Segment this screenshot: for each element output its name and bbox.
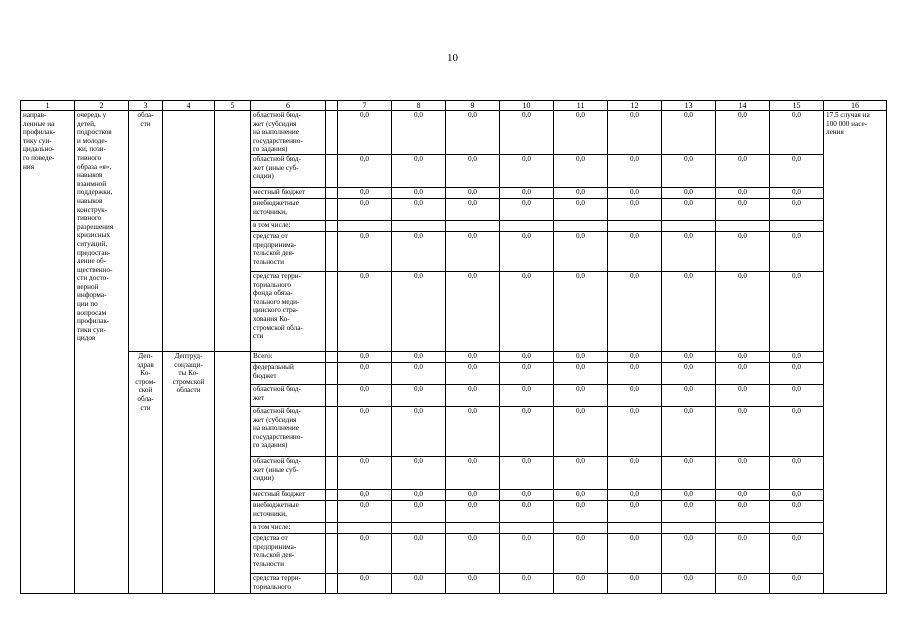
value-cell: 0,0	[770, 232, 824, 272]
value-cell	[770, 221, 824, 232]
value-cell: 0,0	[608, 155, 662, 188]
funding-source-cell: в том числе:	[251, 523, 326, 534]
value-cell: 0,0	[662, 457, 716, 490]
funding-source-cell: внебюджетные источники,	[251, 199, 326, 221]
value-cell: 0,0	[770, 407, 824, 457]
value-cell: 0,0	[770, 188, 824, 199]
value-cell: 0,0	[446, 199, 500, 221]
value-cell: 0,0	[770, 574, 824, 594]
value-cell: 0,0	[338, 457, 392, 490]
header-cell: 6	[251, 101, 326, 111]
value-cell: 0,0	[770, 457, 824, 490]
value-cell: 0,0	[500, 490, 554, 501]
value-cell: 0,0	[554, 352, 608, 363]
value-cell	[662, 221, 716, 232]
value-cell: 0,0	[662, 363, 716, 385]
value-cell: 0,0	[500, 385, 554, 407]
value-cell: 0,0	[392, 199, 446, 221]
value-cell: 0,0	[392, 232, 446, 272]
value-cell: 0,0	[770, 272, 824, 352]
value-cell: 0,0	[338, 352, 392, 363]
value-cell: 0,0	[500, 155, 554, 188]
executor-cell: Деп- здрав Ко- стром- ской обла- сти	[129, 352, 163, 594]
value-cell: 0,0	[662, 352, 716, 363]
value-cell: 0,0	[338, 490, 392, 501]
spacer-cell	[326, 232, 338, 272]
value-cell: 0,0	[500, 199, 554, 221]
value-cell: 0,0	[338, 534, 392, 574]
value-cell: 0,0	[554, 199, 608, 221]
coexecutor-cell	[163, 111, 215, 352]
value-cell: 0,0	[446, 501, 500, 523]
value-cell: 0,0	[716, 111, 770, 155]
value-cell: 0,0	[770, 155, 824, 188]
value-cell: 0,0	[770, 385, 824, 407]
header-cell: 10	[500, 101, 554, 111]
spacer-cell	[326, 199, 338, 221]
value-cell: 0,0	[500, 574, 554, 594]
header-cell: 14	[716, 101, 770, 111]
value-cell: 0,0	[716, 490, 770, 501]
funding-source-cell: областной бюд- жет (иные суб- сидии)	[251, 457, 326, 490]
value-cell: 0,0	[446, 111, 500, 155]
spacer-cell	[326, 534, 338, 574]
value-cell: 0,0	[770, 199, 824, 221]
spacer-cell	[326, 111, 338, 155]
value-cell: 0,0	[500, 363, 554, 385]
value-cell: 0,0	[608, 501, 662, 523]
header-cell: 7	[338, 101, 392, 111]
value-cell: 0,0	[500, 111, 554, 155]
value-cell: 0,0	[716, 534, 770, 574]
table-row	[21, 111, 887, 155]
value-cell: 0,0	[392, 407, 446, 457]
value-cell: 0,0	[446, 232, 500, 272]
value-cell: 0,0	[662, 155, 716, 188]
funding-source-cell: средства терри- ториального фонда обяза- тельного меди- цинского стра- хования Ко- стромской обла- сти	[251, 272, 326, 352]
value-cell: 0,0	[608, 457, 662, 490]
header-cell: 12	[608, 101, 662, 111]
funding-source-cell: внебюджетные источники,	[251, 501, 326, 523]
value-cell: 0,0	[608, 574, 662, 594]
header-cell: 4	[163, 101, 215, 111]
value-cell: 0,0	[770, 352, 824, 363]
value-cell: 0,0	[770, 363, 824, 385]
value-cell: 0,0	[608, 407, 662, 457]
header-cell: 5	[215, 101, 251, 111]
value-cell: 0,0	[608, 352, 662, 363]
value-cell: 0,0	[392, 501, 446, 523]
value-cell: 0,0	[554, 111, 608, 155]
value-cell	[554, 523, 608, 534]
value-cell: 0,0	[392, 363, 446, 385]
value-cell: 0,0	[662, 490, 716, 501]
value-cell	[500, 523, 554, 534]
funding-source-cell: федеральный бюджет	[251, 363, 326, 385]
value-cell: 0,0	[446, 407, 500, 457]
value-cell: 0,0	[338, 199, 392, 221]
value-cell: 0,0	[500, 188, 554, 199]
value-cell	[338, 523, 392, 534]
empty-cell	[215, 111, 251, 352]
value-cell: 0,0	[338, 363, 392, 385]
header-cell: 16	[824, 101, 887, 111]
value-cell: 0,0	[662, 501, 716, 523]
value-cell: 0,0	[446, 490, 500, 501]
value-cell: 0,0	[554, 490, 608, 501]
spacer-cell	[326, 523, 338, 534]
value-cell: 0,0	[338, 232, 392, 272]
value-cell: 0,0	[770, 534, 824, 574]
value-cell: 0,0	[662, 534, 716, 574]
funding-source-cell: областной бюд- жет (субсидия на выполнение государственно- го задания)	[251, 111, 326, 155]
value-cell: 0,0	[338, 385, 392, 407]
value-cell	[392, 523, 446, 534]
value-cell: 0,0	[500, 272, 554, 352]
value-cell: 0,0	[392, 272, 446, 352]
value-cell	[446, 523, 500, 534]
value-cell: 0,0	[446, 574, 500, 594]
value-cell: 0,0	[716, 199, 770, 221]
header-row	[21, 101, 887, 111]
value-cell: 0,0	[446, 385, 500, 407]
value-cell: 0,0	[608, 534, 662, 574]
spacer-cell	[326, 352, 338, 363]
budget-table	[20, 100, 887, 594]
value-cell	[554, 221, 608, 232]
spacer-cell	[326, 272, 338, 352]
value-cell	[770, 523, 824, 534]
value-cell: 0,0	[392, 574, 446, 594]
value-cell: 0,0	[716, 407, 770, 457]
value-cell: 0,0	[500, 457, 554, 490]
value-cell: 0,0	[338, 272, 392, 352]
value-cell: 0,0	[662, 272, 716, 352]
value-cell	[608, 221, 662, 232]
spacer-cell	[326, 490, 338, 501]
value-cell: 0,0	[500, 407, 554, 457]
value-cell: 0,0	[662, 232, 716, 272]
indicator-cell: 17,5 случая на 100 000 насе- ления	[824, 111, 887, 594]
value-cell: 0,0	[716, 574, 770, 594]
header-cell	[326, 101, 338, 111]
value-cell	[338, 221, 392, 232]
value-cell	[500, 221, 554, 232]
value-cell: 0,0	[446, 352, 500, 363]
value-cell: 0,0	[392, 385, 446, 407]
value-cell: 0,0	[716, 501, 770, 523]
value-cell: 0,0	[500, 534, 554, 574]
value-cell: 0,0	[608, 363, 662, 385]
funding-source-cell: местный бюджет	[251, 490, 326, 501]
value-cell: 0,0	[716, 188, 770, 199]
value-cell	[716, 221, 770, 232]
value-cell: 0,0	[716, 457, 770, 490]
value-cell: 0,0	[554, 188, 608, 199]
funding-source-cell: областной бюд- жет	[251, 385, 326, 407]
value-cell: 0,0	[338, 501, 392, 523]
spacer-cell	[326, 188, 338, 199]
value-cell: 0,0	[770, 490, 824, 501]
header-cell: 9	[446, 101, 500, 111]
value-cell: 0,0	[554, 407, 608, 457]
value-cell: 0,0	[554, 534, 608, 574]
value-cell: 0,0	[392, 534, 446, 574]
value-cell: 0,0	[662, 385, 716, 407]
value-cell: 0,0	[554, 155, 608, 188]
header-cell: 3	[129, 101, 163, 111]
value-cell: 0,0	[338, 407, 392, 457]
value-cell: 0,0	[446, 534, 500, 574]
funding-source-cell: областной бюд- жет (субсидия на выполнение государственно- го задания)	[251, 407, 326, 457]
funding-source-cell: средства от предпринима- тельской дея- тельности	[251, 232, 326, 272]
value-cell: 0,0	[554, 574, 608, 594]
funding-source-cell: областной бюд- жет (иные суб- сидии)	[251, 155, 326, 188]
funding-source-cell: средства от предпринима- тельской дея- тельности	[251, 534, 326, 574]
value-cell: 0,0	[554, 457, 608, 490]
value-cell: 0,0	[716, 385, 770, 407]
value-cell	[392, 221, 446, 232]
value-cell: 0,0	[338, 111, 392, 155]
value-cell: 0,0	[392, 111, 446, 155]
spacer-cell	[326, 221, 338, 232]
header-cell: 8	[392, 101, 446, 111]
value-cell: 0,0	[338, 574, 392, 594]
value-cell: 0,0	[554, 272, 608, 352]
header-cell: 2	[75, 101, 129, 111]
value-cell: 0,0	[392, 352, 446, 363]
spacer-cell	[326, 407, 338, 457]
value-cell: 0,0	[770, 111, 824, 155]
value-cell: 0,0	[716, 232, 770, 272]
value-cell: 0,0	[554, 385, 608, 407]
value-cell: 0,0	[716, 363, 770, 385]
value-cell: 0,0	[770, 501, 824, 523]
value-cell	[446, 221, 500, 232]
value-cell: 0,0	[608, 111, 662, 155]
value-cell: 0,0	[608, 490, 662, 501]
value-cell: 0,0	[446, 457, 500, 490]
coexecutor-cell: Дептруд- соцзащи- ты Ко- стромской области	[163, 352, 215, 594]
value-cell	[662, 523, 716, 534]
spacer-cell	[326, 501, 338, 523]
table-row	[21, 352, 887, 363]
value-cell	[608, 523, 662, 534]
value-cell: 0,0	[338, 188, 392, 199]
value-cell: 0,0	[608, 199, 662, 221]
funding-source-cell: в том числе:	[251, 221, 326, 232]
value-cell: 0,0	[446, 363, 500, 385]
header-cell: 13	[662, 101, 716, 111]
funding-source-cell: Всего:	[251, 352, 326, 363]
value-cell: 0,0	[662, 199, 716, 221]
value-cell: 0,0	[662, 407, 716, 457]
value-cell: 0,0	[608, 385, 662, 407]
value-cell: 0,0	[446, 188, 500, 199]
value-cell: 0,0	[662, 188, 716, 199]
value-cell: 0,0	[608, 272, 662, 352]
value-cell: 0,0	[554, 501, 608, 523]
spacer-cell	[326, 155, 338, 188]
value-cell: 0,0	[716, 155, 770, 188]
header-cell: 1	[21, 101, 75, 111]
page-number: 10	[447, 52, 458, 64]
spacer-cell	[326, 574, 338, 594]
value-cell: 0,0	[716, 352, 770, 363]
funding-source-cell: местный бюджет	[251, 188, 326, 199]
spacer-cell	[326, 385, 338, 407]
value-cell: 0,0	[446, 272, 500, 352]
executor-cell: обла- сти	[129, 111, 163, 352]
value-cell: 0,0	[392, 490, 446, 501]
value-cell	[716, 523, 770, 534]
header-cell: 11	[554, 101, 608, 111]
value-cell: 0,0	[392, 457, 446, 490]
value-cell: 0,0	[608, 188, 662, 199]
value-cell: 0,0	[554, 232, 608, 272]
program-direction-cell: направ- ленные на профилак- тику суи- цидально- го поведе- ния	[21, 111, 75, 594]
value-cell: 0,0	[338, 155, 392, 188]
value-cell: 0,0	[662, 111, 716, 155]
value-cell: 0,0	[500, 501, 554, 523]
value-cell: 0,0	[392, 188, 446, 199]
value-cell: 0,0	[716, 272, 770, 352]
value-cell: 0,0	[608, 232, 662, 272]
value-cell: 0,0	[392, 155, 446, 188]
spacer-cell	[326, 457, 338, 490]
program-task-cell: очередь у детей, подростков и молоде- жи, пози- тивного образа «я», навыков взаимной поддержки, навыков конструк- тивного разрешения кризисных ситуаций, предостав- ление об- щественно- сти досто- верной информа- ции по вопросам профилак- тики суи- цидов	[75, 111, 129, 594]
header-cell: 15	[770, 101, 824, 111]
value-cell: 0,0	[500, 352, 554, 363]
value-cell: 0,0	[662, 574, 716, 594]
value-cell: 0,0	[446, 155, 500, 188]
spacer-cell	[326, 363, 338, 385]
funding-source-cell: средства терри- ториального	[251, 574, 326, 594]
empty-cell	[215, 352, 251, 594]
value-cell: 0,0	[500, 232, 554, 272]
value-cell: 0,0	[554, 363, 608, 385]
